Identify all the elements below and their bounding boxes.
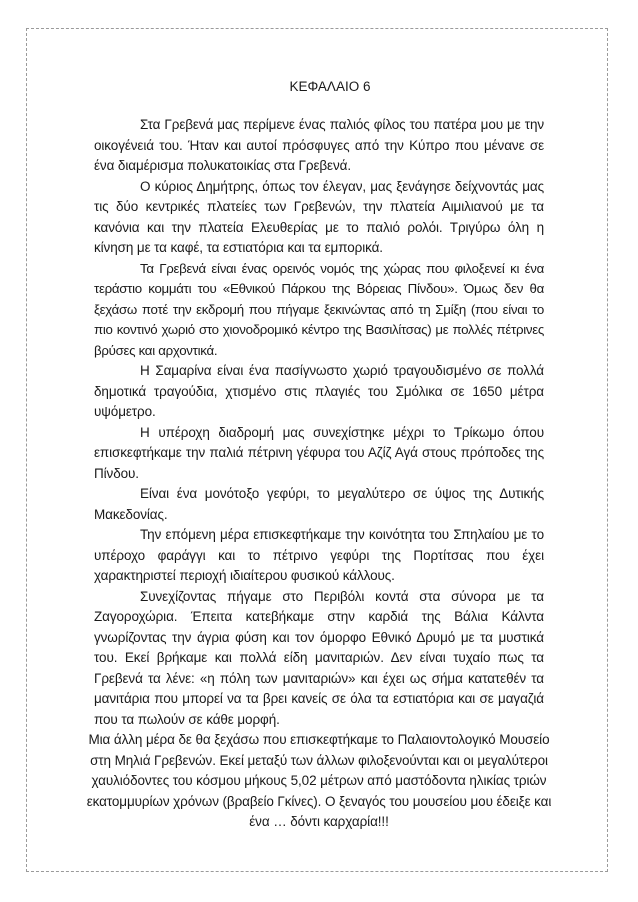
paragraph-6: Είναι ένα μονότοξο γεφύρι, το μεγαλύτερο σε ύψος της Δυτικής Μακεδονίας. — [94, 486, 544, 522]
chapter-title: ΚΕΦΑΛΑΙΟ 6 — [289, 79, 371, 94]
paragraph-8: Συνεχίζοντας πήγαμε στο Περιβόλι κοντά στα σύνορα με τα Ζαγοροχώρια. Έπειτα κατεβήκαμε στην καρδιά της Βάλια Κάλντα γνωρίζοντας την άγρια φύση και τον όμορφο Εθνικό Δρυμό με τα μυστικά του. Εκεί βρήκαμε και πολλά είδη μανιταριών. Δεν είναι τυχαίο πως τα Γρεβενά τα λένε: «η πόλη των μανιταριών» και έχει ως σήμα κατατεθέν τα μανιτάρια που μπορεί να τα βρει κανείς σε όλα τα εστιατόρια και σε μαγαζιά που τα πωλούν σε κάθε μορφή. — [94, 588, 544, 727]
paragraph-7: Την επόμενη μέρα επισκεφτήκαμε την κοινότητα του Σπηλαίου με το υπέροχο φαράγγι και το πέτρινο γεφύρι της Πορτίτσας που έχει χαρακτηριστεί περιοχή ιδιαίτερου φυσικού κάλλους. — [94, 527, 544, 583]
closing-paragraph: Μια άλλη μέρα δε θα ξεχάσω που επισκεφτήκαμε το Παλαιοντολογικό Μουσείο στη Μηλιά Γρεβενών. Εκεί μεταξύ των άλλων φιλοξενούνται και οι μεγαλύτεροι χαυλιόδοντες του κόσμου μήκους 5,02 μέτρων από μαστόδοντα ηλικίας τριών εκατομμυρίων χρόνων (βραβείο Γκίνες). Ο ξεναγός του μουσείου μου έδειξε και ένα … δόντι καρχαρία!!! — [86, 732, 552, 829]
paragraph-2: Ο κύριος Δημήτρης, όπως τον έλεγαν, μας ξενάγησε δείχνοντάς μας τις δύο κεντρικές πλατείες των Γρεβενών, την πλατεία Αιμιλιανού με τα κανόνια και την πλατεία Ελευθερίας με το παλιό ρολόι. Τριγύρω όλη η κίνηση με τα καφέ, τα εστιατόρια και τα εμπορικά. — [94, 178, 544, 255]
paragraph-4: Η Σαμαρίνα είναι ένα πασίγνωστο χωριό τραγουδισμένο σε πολλά δημοτικά τραγούδια, χτισμένο στις πλαγιές του Σμόλικα σε 1650 μέτρα υψόμετρο. — [94, 363, 544, 419]
paragraph-3: Τα Γρεβενά είναι ένας ορεινός νομός της χώρας που φιλοξενεί κι ένα τεράστιο κομμάτι του «Εθνικού Πάρκου της Βόρειας Πίνδου». Όμως δεν θα ξεχάσω ποτέ την εκδρομή που πήγαμε ξεκινώντας από τη Σμίξη (που είναι το πιο κοντινό χωριό στο χιονοδρομικό κέντρο της Βασιλίτσας) με πολλές πέτρινες βρύσες και αρχοντικά. — [94, 260, 544, 358]
paragraph-1: Στα Γρεβενά μας περίμενε ένας παλιός φίλος του πατέρα μου με την οικογένειά του. Ήταν και αυτοί πρόσφυγες από την Κύπρο που μένανε σε ένα διαμέρισμα πολυκατοικίας στα Γρεβενά. — [94, 117, 544, 173]
document-body — [86, 78, 552, 833]
paragraph-5: Η υπέροχη διαδρομή μας συνεχίστηκε μέχρι το Τρίκωμο όπου επισκεφτήκαμε την παλιά πέτρινη γέφυρα του Αζίζ Αγά στους πρόποδες της Πίνδου. — [94, 424, 544, 481]
